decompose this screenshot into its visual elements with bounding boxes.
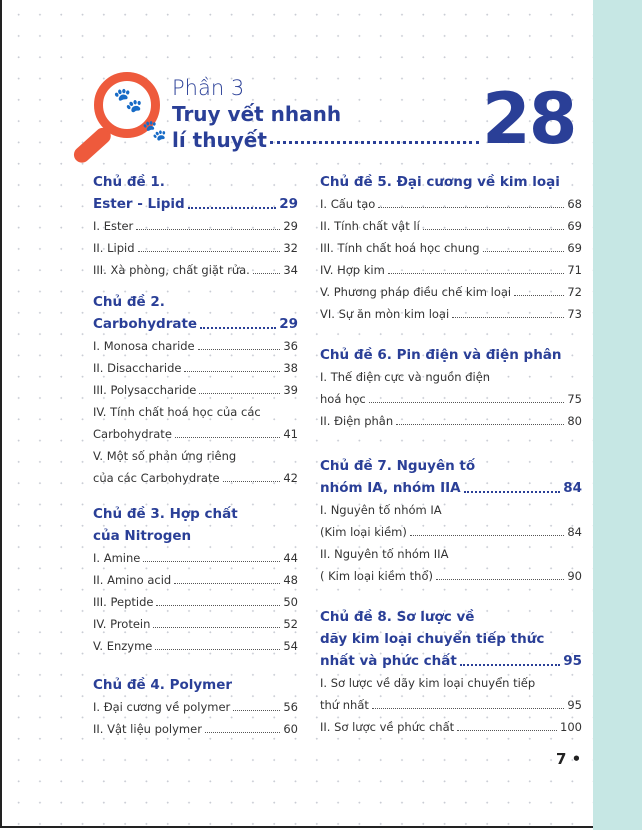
item-page: 44 xyxy=(283,551,298,565)
heading-text: Chủ đề 5. Đại cương về kim loại xyxy=(320,174,560,190)
leader-dots xyxy=(410,521,565,536)
toc-entry-item[interactable] xyxy=(320,303,582,325)
item-page: 32 xyxy=(283,241,298,255)
leader-dots xyxy=(369,388,565,403)
heading-text: Ester - Lipid xyxy=(93,196,185,212)
leader-dots xyxy=(174,569,280,584)
leader-dots xyxy=(153,613,280,628)
leader-dots xyxy=(514,281,564,296)
toc-entry-item[interactable] xyxy=(93,718,298,740)
toc-entry-item[interactable] xyxy=(320,543,582,565)
item-text: hoá học xyxy=(320,392,366,406)
item-page: 100 xyxy=(560,720,582,734)
toc-entry-item[interactable] xyxy=(320,281,582,303)
toc-entry-item[interactable] xyxy=(93,635,298,657)
heading-text: Chủ đề 4. Polymer xyxy=(93,677,233,693)
item-text: (Kim loại kiềm) xyxy=(320,525,407,539)
toc-entry-section-title[interactable] xyxy=(93,525,298,547)
leader-dots xyxy=(452,303,564,318)
item-page: 34 xyxy=(283,263,298,277)
leader-dots xyxy=(198,335,281,350)
item-page: 73 xyxy=(567,307,582,321)
toc-entry-item[interactable] xyxy=(93,591,298,613)
toc-entry-item[interactable] xyxy=(320,499,582,521)
toc-entry-item[interactable] xyxy=(93,335,298,357)
heading-text: nhóm IA, nhóm IIA xyxy=(320,480,461,496)
item-page: 39 xyxy=(283,383,298,397)
leader-dots xyxy=(136,215,280,230)
toc-section-heading xyxy=(320,628,582,650)
toc-section-heading xyxy=(320,455,582,477)
item-page: 95 xyxy=(567,698,582,712)
item-text: I. Sơ lược về dãy kim loại chuyển tiếp xyxy=(320,676,536,690)
leader-dots xyxy=(378,193,564,208)
item-page: 42 xyxy=(283,471,298,485)
toc-entry-item[interactable] xyxy=(93,547,298,569)
item-text: II. Amino acid xyxy=(93,573,172,587)
item-text: V. Enzyme xyxy=(93,639,153,653)
item-text: I. Cấu tạo xyxy=(320,197,376,211)
toc-entry-section-title[interactable] xyxy=(320,650,582,672)
item-page: 36 xyxy=(283,339,298,353)
toc-entry-item[interactable] xyxy=(320,716,582,738)
heading-text: Chủ đề 3. Hợp chất xyxy=(93,506,238,522)
paw-icon: 🐾 xyxy=(142,118,167,142)
toc-section xyxy=(320,344,582,432)
item-page: 38 xyxy=(283,361,298,375)
item-text: II. Vật liệu polymer xyxy=(93,722,202,736)
toc-section xyxy=(320,606,582,738)
toc-section-heading xyxy=(320,606,582,628)
item-text: V. Một số phản ứng riêng xyxy=(93,449,237,463)
item-text: II. Nguyên tố nhóm IIA xyxy=(320,547,449,561)
heading-text: nhất và phức chất xyxy=(320,653,457,669)
part-title-line2 xyxy=(172,128,482,152)
toc-entry-item[interactable] xyxy=(93,259,298,281)
item-text: Carbohydrate xyxy=(93,427,172,441)
side-band xyxy=(593,0,642,830)
item-page: 56 xyxy=(283,700,298,714)
leader-dots xyxy=(184,357,280,372)
leader-dots xyxy=(423,215,565,230)
heading-text: của Nitrogen xyxy=(93,528,192,544)
leader-dots xyxy=(188,193,276,209)
toc-section-heading xyxy=(93,171,298,193)
heading-text: Carbohydrate xyxy=(93,316,198,332)
item-text: IV. Tính chất hoá học của các xyxy=(93,405,261,419)
toc-section xyxy=(93,503,298,657)
item-text: II. Lipid xyxy=(93,241,135,255)
toc-entry-item[interactable] xyxy=(93,569,298,591)
toc-section xyxy=(320,171,582,325)
item-page: 80 xyxy=(567,414,582,428)
item-page: 54 xyxy=(283,639,298,653)
toc-entry-item[interactable] xyxy=(93,237,298,259)
heading-text: Chủ đề 2. xyxy=(93,294,165,310)
toc-entry-item[interactable] xyxy=(320,672,582,694)
toc-entry-section-title[interactable] xyxy=(93,674,298,696)
toc-entry-item[interactable] xyxy=(93,215,298,237)
leader-dots xyxy=(138,237,281,252)
item-text: I. Monosa charide xyxy=(93,339,195,353)
item-page: 84 xyxy=(567,525,582,539)
item-page: 69 xyxy=(567,241,582,255)
toc-entry-section-title[interactable] xyxy=(93,193,298,215)
toc-section xyxy=(93,674,298,740)
toc-entry-section-title[interactable] xyxy=(320,344,582,366)
heading-text: Chủ đề 6. Pin điện và điện phân xyxy=(320,347,562,363)
item-page: 52 xyxy=(283,617,298,631)
leader-dots xyxy=(460,650,560,666)
heading-page: 29 xyxy=(279,196,298,212)
item-text: I. Thế điện cực và nguồn điện xyxy=(320,370,491,384)
toc-section xyxy=(93,291,298,489)
item-text: IV. Hợp kim xyxy=(320,263,385,277)
leader-dots xyxy=(464,477,561,493)
toc-section xyxy=(320,455,582,587)
toc-entry-item[interactable] xyxy=(320,694,582,716)
leader-dots xyxy=(270,128,479,144)
page-number: 7 • xyxy=(556,750,582,768)
item-page: 48 xyxy=(283,573,298,587)
leader-dots xyxy=(396,410,564,425)
item-page: 69 xyxy=(567,219,582,233)
leader-dots xyxy=(156,591,280,606)
item-text: III. Peptide xyxy=(93,595,154,609)
leader-dots xyxy=(372,694,564,709)
heading-text: dãy kim loại chuyển tiếp thức xyxy=(320,631,545,647)
toc-entry-item[interactable] xyxy=(93,379,298,401)
toc-entry-item[interactable] xyxy=(93,467,298,489)
toc-section xyxy=(93,171,298,281)
item-page: 29 xyxy=(283,219,298,233)
item-text: III. Polysaccharide xyxy=(93,383,197,397)
leader-dots xyxy=(436,565,564,580)
leader-dots xyxy=(457,716,557,731)
item-page: 71 xyxy=(567,263,582,277)
part-label: Phần 3 xyxy=(172,76,245,100)
item-page: 60 xyxy=(283,722,298,736)
leader-dots xyxy=(223,467,281,482)
toc-entry-item[interactable] xyxy=(93,401,298,423)
item-page: 41 xyxy=(283,427,298,441)
toc-entry-item[interactable] xyxy=(320,565,582,587)
leader-dots xyxy=(200,313,276,329)
heading-page: 95 xyxy=(563,653,582,669)
item-text: III. Xà phòng, chất giặt rửa. xyxy=(93,263,250,277)
item-text: V. Phương pháp điều chế kim loại xyxy=(320,285,512,299)
leader-dots xyxy=(233,696,280,711)
toc-entry-item[interactable] xyxy=(93,357,298,379)
item-text: II. Tính chất vật lí xyxy=(320,219,420,233)
toc-entry-item[interactable] xyxy=(93,445,298,467)
heading-page: 84 xyxy=(563,480,582,496)
heading-text: Chủ đề 1. xyxy=(93,174,165,190)
leader-dots xyxy=(175,423,280,438)
leader-dots xyxy=(143,547,280,562)
part-title-text: lí thuyết xyxy=(172,128,267,152)
toc-entry-item[interactable] xyxy=(320,366,582,388)
item-page: 72 xyxy=(567,285,582,299)
item-text: I. Ester xyxy=(93,219,134,233)
item-text: III. Tính chất hoá học chung xyxy=(320,241,480,255)
item-text: VI. Sự ăn mòn kim loại xyxy=(320,307,450,321)
leader-dots xyxy=(483,237,565,252)
heading-text: Chủ đề 7. Nguyên tố xyxy=(320,458,476,474)
item-text: I. Amine xyxy=(93,551,141,565)
heading-text: Chủ đề 8. Sơ lược về xyxy=(320,609,475,625)
leader-dots xyxy=(155,635,280,650)
item-page: 50 xyxy=(283,595,298,609)
toc-entry-item[interactable] xyxy=(320,410,582,432)
item-text: I. Nguyên tố nhóm IA xyxy=(320,503,442,517)
leader-dots xyxy=(205,718,280,733)
toc-entry-item[interactable] xyxy=(93,423,298,445)
toc-entry-item[interactable] xyxy=(93,613,298,635)
item-text: II. Disaccharide xyxy=(93,361,182,375)
toc-entry-section-title[interactable] xyxy=(93,313,298,335)
leader-dots xyxy=(388,259,565,274)
part-header xyxy=(66,68,586,168)
item-text: ( Kim loại kiềm thổ) xyxy=(320,569,433,583)
heading-page: 29 xyxy=(279,316,298,332)
item-text: thứ nhất xyxy=(320,698,369,712)
item-page: 90 xyxy=(567,569,582,583)
toc-entry-section-title[interactable] xyxy=(320,171,582,193)
toc-entry-item[interactable] xyxy=(320,215,582,237)
toc-entry-section-title[interactable] xyxy=(320,477,582,499)
toc-entry-item[interactable] xyxy=(93,696,298,718)
paw-icon: 🐾 xyxy=(113,86,143,114)
item-page: 75 xyxy=(567,392,582,406)
leader-dots xyxy=(253,259,281,274)
toc-section-heading xyxy=(93,503,298,525)
toc-entry-item[interactable] xyxy=(320,237,582,259)
item-page: 68 xyxy=(567,197,582,211)
item-text: của các Carbohydrate xyxy=(93,471,220,485)
item-text: I. Đại cương về polymer xyxy=(93,700,231,714)
part-page-number: 28 xyxy=(482,78,576,160)
toc-entry-item[interactable] xyxy=(320,388,582,410)
part-title-line1: Truy vết nhanh xyxy=(172,102,342,126)
item-text: II. Điện phân xyxy=(320,414,394,428)
item-text: II. Sơ lược về phức chất xyxy=(320,720,455,734)
toc-entry-item[interactable] xyxy=(320,521,582,543)
item-text: IV. Protein xyxy=(93,617,151,631)
toc-entry-item[interactable] xyxy=(320,259,582,281)
toc-section-heading xyxy=(93,291,298,313)
leader-dots xyxy=(199,379,280,394)
toc-entry-item[interactable] xyxy=(320,193,582,215)
